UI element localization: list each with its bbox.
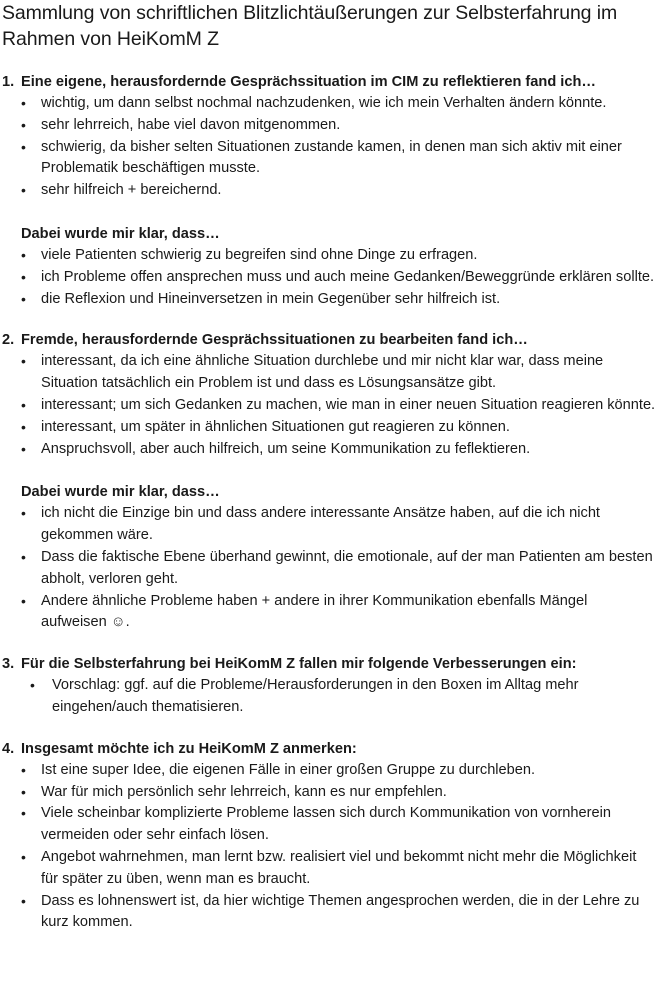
list-item-text: Andere ähnliche Probleme haben + andere in ihrer Kommunikation ebenfalls Mängel aufweisen ☺. [41, 592, 588, 631]
list-item-text: War für mich persönlich sehr lehrreich, kann es nur empfehlen. [41, 783, 447, 800]
list-item [2, 760, 657, 782]
bullet-icon: • [21, 268, 26, 285]
list-item-text: interessant, um später in ähnlichen Situationen gut reagieren zu können. [41, 418, 510, 435]
list-item-text: Ist eine super Idee, die eigenen Fälle in einer großen Gruppe zu durchleben. [41, 761, 536, 778]
section-1 [2, 71, 657, 310]
bullet-icon: • [21, 440, 26, 457]
bullet-icon: • [21, 116, 26, 133]
bullet-list [2, 351, 657, 460]
list-item [2, 267, 657, 289]
list-item [2, 245, 657, 267]
bullet-icon: • [30, 677, 35, 694]
list-item [2, 782, 657, 804]
bullet-list [2, 93, 657, 202]
bullet-icon: • [21, 548, 26, 565]
list-item-text: ich nicht die Einzige bin und dass andere interessante Ansätze haben, auf die ich nicht gekommen wäre. [41, 505, 600, 544]
sub-heading: Dabei wurde mir klar, dass… [21, 484, 220, 501]
section-heading [2, 653, 657, 675]
list-item [2, 891, 657, 935]
section-heading [2, 738, 657, 760]
list-item-text: Dass es lohnenswert ist, da hier wichtige Themen angesprochen werden, die in der Lehre zu kurz kommen. [41, 892, 640, 931]
list-item-text: interessant; um sich Gedanken zu machen, wie man in einer neuen Situation reagieren könnte. [41, 396, 656, 413]
list-item [2, 115, 657, 137]
list-item [2, 180, 657, 202]
list-item [2, 547, 657, 591]
bullet-icon: • [21, 592, 26, 609]
list-item [2, 847, 657, 891]
list-item [2, 93, 657, 115]
section-heading [2, 329, 657, 351]
bullet-list [2, 675, 657, 719]
list-item [2, 351, 657, 395]
list-item-text: Anspruchsvoll, aber auch hilfreich, um seine Kommunikation zu feflektieren. [41, 440, 531, 457]
section-number: 1. [2, 74, 15, 90]
section-heading-text: Für die Selbsterfahrung bei HeiKomM Z fallen mir folgende Verbesserungen ein: [21, 656, 577, 673]
list-item [2, 591, 657, 635]
bullet-icon: • [21, 848, 26, 865]
section-number: 2. [2, 332, 15, 349]
list-item [2, 289, 657, 311]
list-item-text: die Reflexion und Hineinversetzen in mein Gegenüber sehr hilfreich ist. [41, 290, 501, 307]
bullet-icon: • [21, 761, 26, 778]
bullet-list [2, 503, 657, 634]
bullet-icon: • [21, 138, 26, 155]
list-item-text: sehr hilfreich + bereichernd. [41, 182, 222, 199]
section-4 [2, 738, 657, 934]
list-item [2, 395, 657, 417]
list-item-text: Dass die faktische Ebene überhand gewinnt, die emotionale, auf der man Patienten am besten abholt, verloren geht. [41, 548, 653, 587]
list-item [2, 503, 657, 547]
bullet-icon: • [21, 353, 26, 370]
section-heading-text: Fremde, herausfordernde Gesprächssituationen zu bearbeiten fand ich… [21, 332, 528, 349]
bullet-icon: • [21, 892, 26, 909]
bullet-icon: • [21, 783, 26, 800]
section-number: 3. [2, 656, 15, 673]
bullet-icon: • [21, 95, 26, 111]
bullet-list [2, 760, 657, 934]
section-heading [2, 71, 657, 93]
list-item-text: interessant, da ich eine ähnliche Situation durchlebe und mir nicht klar war, dass meine Situation tatsächlich ein Problem ist und dass es Lösungsansätze gibt. [41, 353, 604, 392]
bullet-icon: • [21, 396, 26, 413]
section-3 [2, 653, 657, 719]
list-item-text: Viele scheinbar komplizierte Probleme lassen sich durch Kommunikation von vornherein vermeiden oder sehr einfach lösen. [41, 805, 611, 844]
bullet-icon: • [21, 505, 26, 522]
list-item-text: viele Patienten schwierig zu begreifen sind ohne Dinge zu erfragen. [41, 246, 478, 263]
bullet-icon: • [21, 290, 26, 307]
bullet-icon: • [21, 805, 26, 822]
list-item-text: wichtig, um dann selbst nochmal nachzudenken, wie ich mein Verhalten ändern könnte. [41, 95, 607, 111]
document-title: Sammlung von schriftlichen Blitzlichtäußerungen zur Selbsterfahrung im Rahmen von HeiKomM Z [2, 2, 618, 50]
list-item [2, 417, 657, 439]
sub-heading: Dabei wurde mir klar, dass… [21, 225, 220, 242]
bullet-icon: • [21, 246, 26, 263]
section-2 [2, 329, 657, 634]
list-item-text: schwierig, da bisher selten Situationen zustande kamen, in denen man sich aktiv mit einer Problematik beschäftigen musste. [41, 138, 622, 177]
section-heading-text: Eine eigene, herausfordernde Gesprächssituation im CIM zu reflektieren fand ich… [21, 74, 596, 90]
bullet-icon: • [21, 182, 26, 199]
section-heading-text: Insgesamt möchte ich zu HeiKomM Z anmerken: [21, 740, 357, 757]
list-item-text: sehr lehrreich, habe viel davon mitgenommen. [41, 116, 341, 133]
list-item-text: Vorschlag: ggf. auf die Probleme/Herausforderungen in den Boxen im Alltag mehr eingehen/auch thematisieren. [52, 677, 579, 715]
section-number: 4. [2, 740, 15, 757]
bullet-list [2, 245, 657, 310]
list-item [2, 803, 657, 847]
bullet-icon: • [21, 418, 26, 435]
list-item [2, 439, 657, 461]
list-item [2, 137, 657, 181]
list-item [2, 675, 657, 719]
list-item-text: ich Probleme offen ansprechen muss und auch meine Gedanken/Beweggründe erklären sollte. [41, 268, 655, 285]
list-item-text: Angebot wahrnehmen, man lernt bzw. realisiert viel und bekommt nicht mehr die Möglichkeit für später zu üben, wenn man es braucht. [41, 848, 637, 887]
